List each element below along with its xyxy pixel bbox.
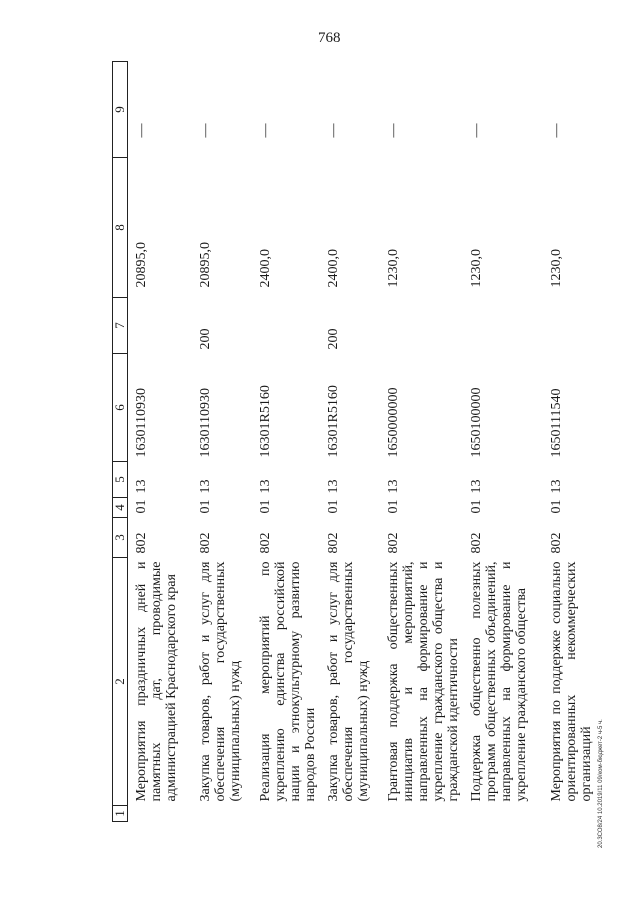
expense-type-cell [380, 298, 463, 354]
amount-cell: 2400,0 [258, 249, 273, 288]
row-number-cell [463, 806, 543, 822]
amount-cell: 1230,0 [469, 249, 484, 288]
ministry-code-cell: 802 [469, 532, 484, 554]
target-article-cell: 16301R5160 [258, 385, 273, 458]
header-cell: 3 [113, 518, 128, 558]
section-code-cell: 01 [549, 499, 564, 514]
description-cell: Мероприятия праздничных дней и памятных дат, проводимые администрацией Краснодарского края [134, 561, 179, 802]
extra-amount-cell: — [469, 123, 484, 138]
description-cell: Мероприятия по поддержке социально ориентированных некоммерческих организаций [549, 561, 594, 802]
expense-type-cell [543, 298, 603, 354]
subsection-code-cell: 13 [469, 479, 484, 494]
table-row [463, 62, 543, 822]
amount-cell: 1230,0 [386, 249, 401, 288]
section-code-cell: 01 [469, 499, 484, 514]
footer-document-code [598, 60, 618, 850]
target-article-cell: 1650111540 [549, 388, 564, 458]
ministry-code-cell: 802 [549, 532, 564, 554]
footer-text: 20.3СО8/24 10.2019/11 09/ком-бюджет-2 ч-5 ч. [598, 719, 604, 848]
extra-amount-cell: — [386, 123, 401, 138]
table-row [128, 62, 193, 822]
extra-amount-cell: — [326, 123, 341, 138]
header-cell: 9 [113, 62, 128, 158]
row-number-cell [543, 806, 603, 822]
extra-amount-cell: — [134, 123, 149, 138]
row-number-cell [320, 806, 380, 822]
target-article-cell: 16301R5160 [326, 385, 341, 458]
amount-cell: 1230,0 [549, 249, 564, 288]
amount-cell: 20895,0 [198, 242, 213, 288]
header-cell: 7 [113, 298, 128, 354]
row-number-cell [128, 806, 193, 822]
row-number-cell [380, 806, 463, 822]
section-code-cell: 01 [134, 499, 149, 514]
section-code-cell: 01 [326, 499, 341, 514]
target-article-cell: 1630110930 [198, 388, 213, 458]
amount-cell: 2400,0 [326, 249, 341, 288]
header-cell: 6 [113, 354, 128, 462]
ministry-code-cell: 802 [134, 532, 149, 554]
extra-amount-cell: — [258, 123, 273, 138]
expense-type-cell [252, 298, 320, 354]
amount-cell: 20895,0 [134, 242, 149, 288]
ministry-code-cell: 802 [386, 532, 401, 554]
rotated-table-container [112, 62, 592, 822]
expense-type-cell [128, 298, 193, 354]
subsection-code-cell: 13 [549, 479, 564, 494]
header-cell: 8 [113, 158, 128, 298]
target-article-cell: 1630110930 [134, 388, 149, 458]
section-code-cell: 01 [386, 499, 401, 514]
table-row [320, 62, 380, 822]
description-cell: Поддержка общественно полезных программ общественных объединений, направленных на формирование и укрепление гражданского общества [469, 561, 529, 802]
target-article-cell: 1650100000 [469, 387, 484, 458]
ministry-code-cell: 802 [326, 532, 341, 554]
table-row [252, 62, 320, 822]
extra-amount-cell: — [549, 123, 564, 138]
row-number-cell [192, 806, 252, 822]
extra-amount-cell: — [198, 123, 213, 138]
description-cell: Закупка товаров, работ и услуг для обеспечения государственных (муниципальных) нужд [326, 561, 371, 802]
description-cell: Грантовая поддержка общественных инициатив и мероприятий, направленных на формирование и укрепление гражданского общества и гражданской идентичности [386, 561, 461, 802]
header-cell: 2 [113, 558, 128, 806]
table-row [192, 62, 252, 822]
table-row [543, 62, 603, 822]
subsection-code-cell: 13 [258, 479, 273, 494]
section-code-cell: 01 [258, 499, 273, 514]
header-cell: 1 [113, 806, 128, 822]
subsection-code-cell: 13 [198, 479, 213, 494]
row-number-cell [252, 806, 320, 822]
ministry-code-cell: 802 [258, 532, 273, 554]
header-cell: 4 [113, 498, 128, 518]
subsection-code-cell: 13 [326, 479, 341, 494]
subsection-code-cell: 13 [386, 479, 401, 494]
description-cell: Реализация мероприятий по укреплению единства российской нации и этнокультурному развитию народов России [258, 561, 318, 802]
ministry-code-cell: 802 [198, 532, 213, 554]
expense-type-cell: 200 [326, 328, 341, 350]
subsection-code-cell: 13 [134, 479, 149, 494]
description-cell: Закупка товаров, работ и услуг для обеспечения государственных (муниципальных) нужд [198, 561, 243, 802]
section-code-cell: 01 [198, 499, 213, 514]
page-number: 768 [318, 30, 341, 46]
table-row [380, 62, 463, 822]
expense-type-cell [463, 298, 543, 354]
header-cell: 5 [113, 462, 128, 498]
target-article-cell: 1650000000 [386, 387, 401, 458]
table-header-row [113, 62, 128, 822]
budget-table [112, 61, 603, 822]
expense-type-cell: 200 [198, 328, 213, 350]
